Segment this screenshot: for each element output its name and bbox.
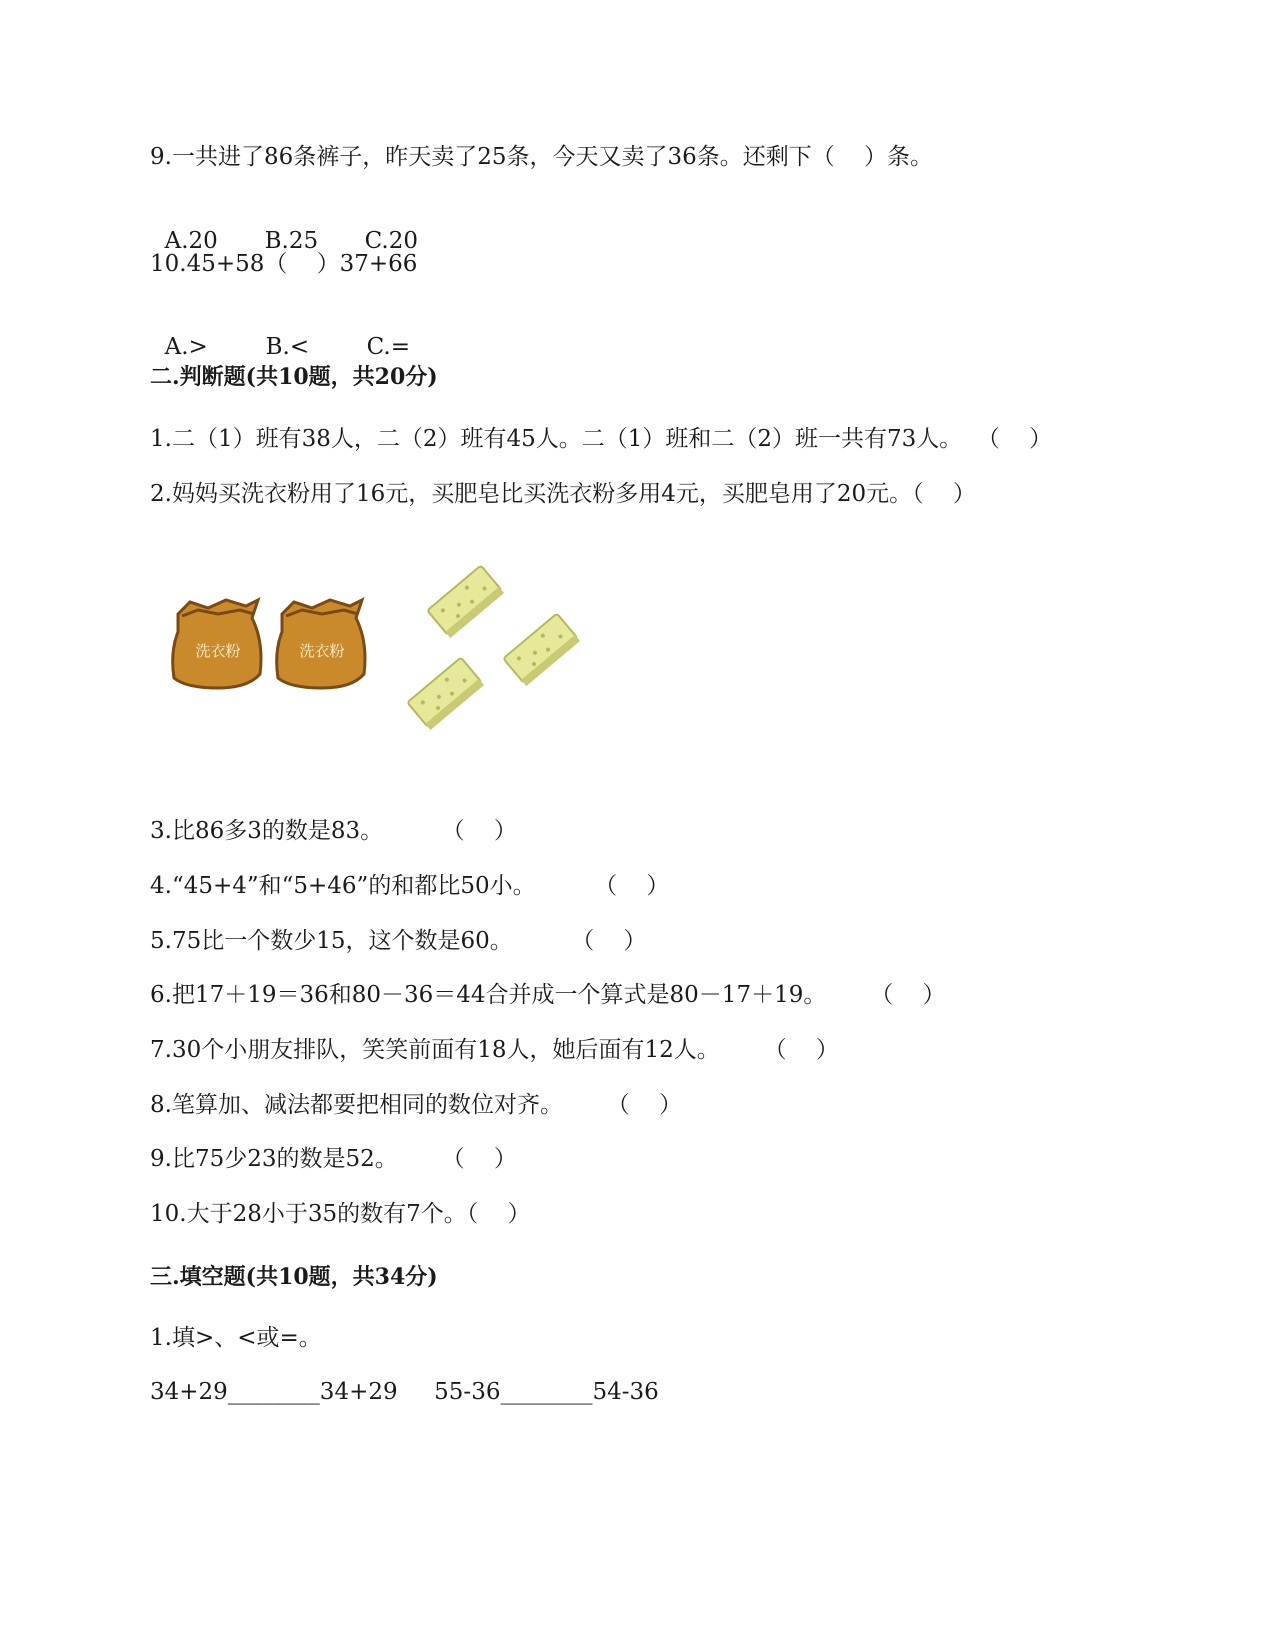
fill-question-1-row: 34+29________34+29 55-36________54-36 (150, 1379, 659, 1405)
bag-label: 洗衣粉 (299, 642, 345, 660)
judge-item-5: 5.75比一个数少15，这个数是60。 （ ） (150, 928, 647, 954)
option-c: C.= (366, 334, 410, 360)
detergent-bag-2 (272, 592, 372, 692)
judge-item-8: 8.笔算加、减法都要把相同的数位对齐。 （ ） (150, 1092, 683, 1118)
soap-bar-2 (496, 604, 586, 694)
judge-item-6: 6.把17＋19＝36和80－36＝44合并成一个算式是80－17＋19。 （ ） (150, 982, 946, 1008)
judge-item-4: 4.“45+4”和“5+46”的和都比50小。 （ ） (150, 873, 670, 899)
fill-question-1: 1.填>、<或=。 (150, 1325, 322, 1351)
judge-item-3: 3.比86多3的数是83。 （ ） (150, 818, 517, 844)
question-10-options (150, 302, 410, 362)
question-10: 10.45+58（ ）37+66 (150, 251, 418, 277)
judge-item-10: 10.大于28小于35的数有7个。（ ） (150, 1201, 531, 1227)
bag-label: 洗衣粉 (195, 642, 241, 660)
judge-item-2: 2.妈妈买洗衣粉用了16元，买肥皂比买洗衣粉多用4元，买肥皂用了20元。（ ） (150, 481, 976, 507)
option-a: A.> (164, 334, 208, 360)
judge-item-1: 1.二（1）班有38人，二（2）班有45人。二（1）班和二（2）班一共有73人。 （ ） (150, 426, 1053, 452)
option-b: B.< (265, 334, 310, 360)
section-2-heading: 二.判断题(共10题，共20分) (150, 364, 438, 390)
soap-bar-3 (400, 648, 490, 738)
option-a: A.20 (164, 228, 218, 254)
option-b: B.25 (264, 228, 319, 254)
question-9-options (150, 196, 418, 256)
judge-item-9: 9.比75少23的数是52。 （ ） (150, 1146, 517, 1172)
judge-item-7: 7.30个小朋友排队，笑笑前面有18人，她后面有12人。 （ ） (150, 1037, 839, 1063)
question-9: 9.一共进了86条裤子，昨天卖了25条，今天又卖了36条。还剩下（ ）条。 (150, 144, 933, 170)
option-c: C.20 (364, 228, 418, 254)
detergent-and-soap-illustration (168, 578, 618, 778)
detergent-bag-1 (168, 592, 268, 692)
section-3-heading: 三.填空题(共10题，共34分) (150, 1264, 438, 1290)
